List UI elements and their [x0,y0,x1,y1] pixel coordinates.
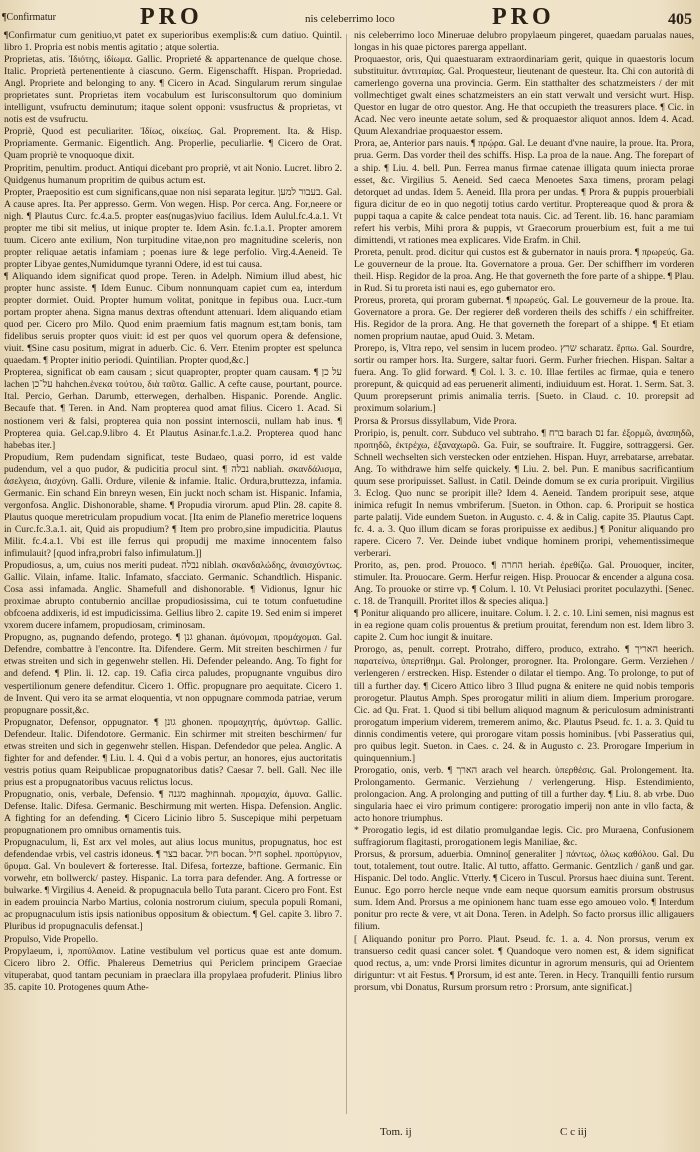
dictionary-entry: Propritim, penultim. product. Antiqui dicebant pro propriè, vt ait Nonio. Lucret. libro 2. Quidgenus humanum propritim de quibus actum est. [4,162,342,186]
dictionary-entry: Propugno, as, pugnando defendo, protego. ¶ גנן ghanan. ἀμύνομαι, προμάχομαι. Gal. Defendre, combattre à l'encontre. Ita. Difendere. Germ. Mit streiten beschirmen / fur etwas streiten und sich in gegenwehr stellen. Hi. Defender peleando. Ang. To fight for and defend. ¶ Plin. li. 12. cap. 19. Cafia circa paludes, propugnante vnguibus diro vespertilionum genere defenditur. Cicero 1. Offic. propugnare pro aequitate. Cicero 1. de Invent. Qui vero ita se armat eloquentia, vt non oppugnare commoda patriae, verum propugnare possit,&c. [4,632,342,716]
dictionary-entry: Proreus, proreta, qui proram gubernat. ¶ πρωρεύς. Gal. Le gouverneur de la proue. Ita. Governatore a prora. Ge. Der regierer deß vorderen theils des schiffs / ein schiffreiter. His. Regidor de la prora. Ang. He that governeth the forepart of a shippe. ¶ Et etiam nomen proprium nautae, apud Ouid. 3. Metam. [354,295,694,343]
dictionary-entry: Propudiosus, a, um, cuius nos meriti pudeat. נבלה niblah. σκανδαλώδης, ἀναισχύντως. Gallic. Vilain, infame. Italic. Infamato, sfacciato. Germanic. Schandtlich. Hispanic. Cosa assi infamada. Anglic. Shamefull and dishonorable. ¶ Vidionus, Ignur hic proximae abrupto contubernio ancillae propudiosissima, cui te totum confuetudine obfcoena addixeris, id est impudicissima. Gellius libro 2. capite 19. Sed enim si imperet vxorem ducere infamem, propudiosam, criminosam. [4,560,342,632]
dictionary-entry: Prora, ae, Anterior pars nauis. ¶ πρῴρα. Gal. Le deuant d'vne nauire, la proue. Ita. Prora, prua. Germ. Das vorder theil des schiffs. Hisp. La proa de la naue. Ang. The forepart of a ship. ¶ Liu. 4. bell. Pun. Ferrea manus firmae catenae illigata quum iniecta prorae esset, &c. Virgilius 5. Aeneid. Sed caeca Menoetes Saxa timens, proram pelagi detorquet ad undas. Idem 5. Aeneid. Illa prora per undas. ¶ Prora & puppis prouerbiali figura dicitur de eo in quo negotij totius cardo vertitur. Proptereaque quod & prora & puppi taqua a capite & calce pendeat tota nauis. Cic. ad Terent. lib. 16. hanc paramiam refert his verbis, Mihi prora & puppis, vt Graecorum prouerbium est, fuit a me tui dimittendi, vt rationes mea explicares. Vide Erafm. in Chil. [354,138,694,246]
dictionary-entry: Propylaeum, i, προπύλαιον. Latine vestibulum vel porticus quae est ante domum. Cicero libro 2. Offic. Phalereus Demetrius qui Periclem principem Graeciae vituperabat, quod tantam pecuniam in praeclara illa propylaea profuderit. Plinius libro 35. capite 10. Protogenes quum Athe- [4,945,342,993]
dictionary-entry: Prorito, as, pen. prod. Prouoco. ¶ החרה heriah. ἐρεθίζω. Gal. Prouoquer, inciter, stimuler. Ita. Prouocare. Germ. Herfur reigen. Hisp. Prouocar & encender a alguna cosa. Ang. To prouoke or stirre vp. ¶ Colum. l. 10. Vt Pelusiaci proritet poculazythi. [Senec. c. 18. de Tranquill. Proritet illos & species aliqua.] [354,560,694,608]
dictionary-entry: Prorogatio, onis, verb. ¶ הארך arach vel hearch. ὑπερθέσις. Gal. Prolongement. Ita. Prolongamento. Germanic. Verziehung / verlengerung. Hisp. Estendimiento, prolongacion. Ang. A prolonging and putting of till a further day. ¶ Liu. 8. ab vrbe. Duo singularia haec ei viro primum contigere: prorogatio imperij non ante in vllo facta, & acto honore triumphus. [354,764,694,825]
dictionary-entry: ¶Confirmatur cum genitiuo,vt patet ex superioribus exemplis:& cum datiuo. Quintil. libro 1. Propria est nobis mentis agitatio ; atque solertia. [4,30,342,54]
page-header [0,4,700,30]
left-catchword: ¶Confirmatur [2,12,56,23]
dictionary-entry: Propugnatio, onis, verbale, Defensio. ¶ מגנה maghinnah. προμαχία, ἀμυνα. Gallic. Defense. Italic. Difesa. Germanic. Beschirmung mit werten. Hispa. Defension. Anglic. A fighting for an defending. ¶ Cicero Licinio libro 5. Suscepique mihi perpetuam propugnationem pro omnibus ornamentis tuis. [4,788,342,837]
page-footer [0,1126,700,1144]
dictionary-entry: Proreta, penult. prod. dicitur qui custos est & gubernator in nauis prora. ¶ πρωρεύς. Ga. Le gouverneur de la proue. Ita. Governatore a proua. Ger. Der schiffherr im vorderen theil. Hisp. Regidor de la proa. Ang. He that governeth the fore parte of a shippe. ¶ Plau. in Rud. Si tu proreta isti naui es, ego gubernator ero. [354,246,694,294]
dictionary-entry: Proquaestor, oris, Qui quaestuaram extraordinariam gerit, quique in quaestoris locum substituitur. ἀντιταμίας. Gal. Proquesteur, lieutenant de questeur. Ita. Chi con autorità di camerlengo governa una provincia. Germ. Ein statthalter des schatzmeisters / der mit vollmechtiget gwalt eines schatzmeisters an ein statt verwalt und versicht wurt. Hisp. Questor en lugar de otro questor. Ang. He that occupieth the treasurers place. ¶ Cic. in Acad. Nec vero ineunte aetate solum, sed & proquaestor aliquot annos. Idem 4. Acad. Quum Alexandriae proquaestor essem. [354,54,694,138]
left-column [4,30,342,1120]
dictionary-entry: Prorogo, as, penult. corrept. Protraho, differo, produco, extraho. ¶ האריך heerich. παρατείνω, ὑπερτίθημι. Gal. Prolonger, prorogner. Ita. Prolongare. Germ. Verziehen / verlengeren / erstrecken. Hisp. Estender o dilatar el tiempo. Ang. To prolonge, to put of till a further day. ¶ Cicero Attico libro 3 Illud pugna & enitere ne quid nobis temporis prorogetur. Plautus Amph. Spes prorogatur militi in alium diem. Imperium prorogare. Cic. ad Qu. Frat. 1. Quod si tibi bellum aliquod magnum & periculosum administranti prorogatum imperium viderem, tremerem animo, &c. Plautus Pseud. fc. 1. a. 3. Quid tu dinnis condimentis vetere, qui prorogare vitam possis hominibus. [vbi Passeratius qui, pro quibus legit. Sueton. in Caes. c. 24. & in Augusto c. 23. Prorogare Imperium in quinquennium.] [354,644,694,764]
dictionary-entry: ¶ Ponitur aliquando pro allicere, inuitare. Colum. l. 2. c. 10. Lini semen, nisi magnus est in ea regione quam colis prouentus & pretium prouitat, ferendum non est. Idem libro 3. capite 2. Cum hoc iungit & inuitare. [354,608,694,644]
dictionary-entry: ¶ Aliquando idem significat quod prope. Teren. in Adelph. Nimium illud abest, hic propter hunc assiste. ¶ Idem Eunuc. Cibum nonnunquam capiet cum ea, interdum propter dormiet. Ouid. Propter humum volitat, ponitque in fepibus oua. Lucr.-tum portam propter ahena. Signa manus dextras oftendunt attenuari. Idem aliquando etiam quod per. Cicero pro Milo. Quod enim praemium fatis magnum est,tam bonis, tam fidelibus seruis propter quos viuit: id est per quos vel quorum opera & defensione, viuit. ¶Sine casu positum, migrat in aduerb. Cic. 6. Verr. Etenim propter est spelunca quaedam. ¶ Propter initio periodi. Quintilian. Propter quod,&c.] [4,270,342,367]
dictionary-entry: Prorepo, is, Vltra repo, vel sensim in lucem prodeo. שרץ scharatz. ἕρπω. Gal. Sourdre, sortir ou ramper hors. Ita. Surgere, saltar fuori. Germ. Furher friechen. Hispan. Saltar a fuera. Ang. To glid forward. ¶ Col. l. 3. c. 10. Illae fertiles ac firmae, quia e tenero prorepunt, & quicquid ad eas peruenerit alimenti, indiuiduum est. Horat. 1. Serm. Sat. 3. Quum prorepserunt primis animalia terris. [Sueto. in Claud. c. 10. prorepsit ad proximum solarium.] [354,343,694,415]
dictionary-entry: Prorsus, & prorsum, aduerbia. Omnino[ generaliter ] πάντως, ὁλως καθόλου. Gal. Du tout, totalement, tout outre. Italic. Al tutto, affatto. Germanic. Gentzlich / ganß und gar. Hispanic. Del todo. Anglic. Vtterly. ¶ Cicero in Tuscul. Prorsus haec diuina sunt. Terent. Eunuc. Ego porro hercle neque vnde eam neque quorsum eamitis prorsum obstrusus sum. Idem And. Prorsus a me opinionem hanc tuam esse ego amoueo volo. ¶ Interdum ponitur pro recte & vere, vt ait Dona. Teren. in Adelph. So facto prorsus illic alligauers filium. [354,849,694,933]
right-column [354,30,694,1120]
column-divider [346,34,347,1114]
dictionary-entry: Propter, Praepositio est cum significans,quae non nisi separata legitur. בעבור למען. Gal. A cause apres. Ita. Per appresso. Germ. Von wegen. Hisp. Por cerca. Ang. For,neere or nigh. ¶ Plautus Curc. fc.4.a.5. propter eas(nugas)viuo facilius. Idem Aulul.fc.4.a.1. Vt propter me tibi sit melius, ut inique propter te. Idem Asin. fc.1.a.1. Propter amorem tuum. Cicero ante exilium, Non turpitudine vitae,non pro magnitudine sceleris, non propter reliquae aetatis infamiam ; poenas iure & lege perfolio. Virg.4.Aeneid. Te propter Libyae gentes,Numidumque tyranni Odere, id est tui causa. [4,186,342,270]
left-running-head: PRO [140,4,203,30]
dictionary-entry: Propugnaculum, li, Est arx vel moles, aut alius locus munitus, propugnatus, hoc est defendendae vrbis, vel castris idoneus. ¶ בצר bacar. חיל bocan. חיל sophel. προπύργιον, ὔρυμα. Gal. Vn boulevert & forteresse. Ital. Difesa, fortezze, baftione. Germanic. Ein vorwehr, etn bollwerck/ pastey. Hispanic. La torra para defender. Ang. A fortresse or bulwarke. ¶ Virgilius 4. Aeneid. & propugnacula bello Tuta parant. Cicero pro Font. Est in eadem prouincia Narbo Martius, colonia nostrorum ciuium, specula populi Romani, ac propugnaculum istis ipsis nationibus oppositum & obiectum. ¶ Gel. capite 3. libro 7. Pluribus id propugnaculis defensat.] [4,837,342,933]
dictionary-entry: [ Aliquando ponitur pro Porro. Plaut. Pseud. fc. 1. a. 4. Non prorsus, verum ex transuerso cedit quasi cancer solet. ¶ Quandoque vero nomen est, & idem significat quod rectus, a, um: vnde Prorsi limites dicuntur in agrorum mensuris, qui ad Orientem diriguntur: vt ait Festus. ¶ Prorsum, id est ante. Teren. in Hecy. Tranquilli fentio rursum prorsum, vbi Donatus, Rursum prorsum retro : Prorsum, ante significat.] [354,933,694,993]
dictionary-entry: Propterea, significat ob eam causam ; sicut quapropter, propter quam causam. ¶ על כן lachen על־כן hahchen.ἑνεκα τούτου, διὰ ταῦτα. Gallic. A cefte cause, pourtant, pource. Ital. Percio, Gerhan. Darumb, etterwegen, derhalben. Hispanic. Porende. Anglic. Becaufe that. ¶ Teren. in And. Nam propterea quod amat filius. Cicero 1. Acad. Si nostionem veri & falsi, propterea quia non possint internoscii, nullam hab inus. ¶ Propterea quia. Gel.cap.9.libro 4. Et Plautus Asinar.fc.1.a.2. Propterea quod hanc habebas iter.] [4,367,342,451]
dictionary-entry: Propugnator, Defensor, oppugnator. ¶ גונן ghonen. προμαχητής, ἀμύντωρ. Gallic. Defendeur. Italic. Difendotore. Germanic. Ein schirmer mit streiten beschirmen/ fur etwas streiten und sich in gegenwehr stellen. Hispan. Defendedor que pelea. Anglic. A fighter for and defender. ¶ Liu. l. 4. Qui d a vobis pertur, an honores, ejus auctoritatis vestris potius quam Reipublicae propugnatoribus datis? Caesar 7. bell. Gall. Nec ille prius est a propugnatoribus vacuus relictus locus. [4,716,342,788]
right-running-head: PRO [492,4,555,30]
dictionary-entry: Propudium, Rem pudendam significat, teste Budaeo, quasi porro, id est valde pudendum, vel a quo pudor, & pudicitia procul sint. ¶ נבלה nabliah. σκανδάλισμα, ἀσελγεια, ἀισχύνη. Galli. Ordure, vilenie & infamie. Italic. Ordura,bruttezza, infamia. Germanic. Ein schand Ein bnreyn wesen, Ein juckt noch scham ist. Hispanic. Infamia, vergonfosa. Anglic. Dishonorable, shame. ¶ Propudia virorum. apud Plin. 28. capite 8. Plautus quoque meretriculam propudium vocat. [Ita enim de Planefio meretrice loquens in Curc.fc.3.a.1. ait, Quid ais propudium? ¶ Item pro probro,sine impudicitia. Plautus Milit. fc.4.a.1. Vbi est ille ferrus qui propudij me maxime innocentem falso infimulauit? [quod infra,probri falso infimulatum.]] [4,451,342,560]
signature-mark: C c iij [560,1126,587,1138]
dictionary-entry: Prorsa & Prorsus dissyllabum, Vide Prora. [354,415,517,427]
dictionary-entry: Propriè, Quod est peculiariter. Ἰδίως, οἰκείως. Gal. Proprement. Ita. & Hisp. Propriamente. Germanic. Eigentlich. Ang. Properlie, peculiarlie. ¶ Cicero de Orat. Quam propriè te vnoquoque dixit. [4,126,342,162]
dictionary-entry: Propulso, Vide Propello. [4,933,99,945]
dictionary-entry: Proripio, is, penult. corr. Subduco vel subtraho. ¶ ברח barach נס far. ἐξορμῶ, ἀναπηδῶ, προπηδῶ, ἐκτρέχω, ἐξαναχωρῶ. Ga. Fuir, se souftraire. It. Fuggire, sottraggersi. Ger. Schnell wechselten sich verstecken oder entziehen. Hispan. Huyr, arrebatarse, arrebatar. Ang. To withdrawe him selfe quickely. ¶ Liu. 2. bel. Pun. E manibus sacrificantium quum sese proripuisset. Sallust. in Catil. Deinde domum se ex curia proripuit. Virgilius 3. Eclog. Quo nunc se proripit ille? Idem 4. Aeneid. Tandem proripuit sese, atque inimica refugit In nemus vmbriferum. [Sueton. in Othon. cap. 6. Proripuit se hostica parte palatij. Vide eundem Sueton. in Augusto. c. 4. & in Calig. capite 35. Plautus Capt. fc. 4. a. 3. Quo illum dicam se foras proripuisse ex aedibus.] ¶ Ponitur aliquando pro rapere. Cicero 7. Ver. Deinde iubet vndique hominem proripi, vehementissimeque verberari. [354,427,694,560]
dictionary-entry: Proprietas, atis. Ἰδιότης, ἰδίωμα. Gallic. Proprieté & appartenance de quelque chose. Italic. Proprietà pertenentiente à ciascuno. Germ. Eigenschafft. Hispan. Propriedad. Angl. Propriete and belonging to any. ¶ Cicero in Acad. Singularum rerum singulae proprietates sunt. Proprietas item vocabulum est Iurisconsultorum quo dominium intelligunt, vsufructu deminutum; itaque solent opponi: vsusfructus & proprietas, vt notis est de vsufructu. [4,54,342,126]
page-number: 405 [668,11,692,28]
volume-mark: Tom. ij [380,1126,412,1138]
right-catchword: nis celeberrimo loco [305,13,395,25]
dictionary-entry: * Prorogatio legis, id est dilatio promulgandae legis. Cic. pro Muraena, Confusionem suffragiorum flagitasti, prorogationem legis Maniliae, &c. [354,825,694,849]
dictionary-entry: nis celeberrimo loco Mineruae delubro propylaeum pingeret, quaedam parualas naues, longas in his quae pictores parerga appellant. [354,30,694,54]
